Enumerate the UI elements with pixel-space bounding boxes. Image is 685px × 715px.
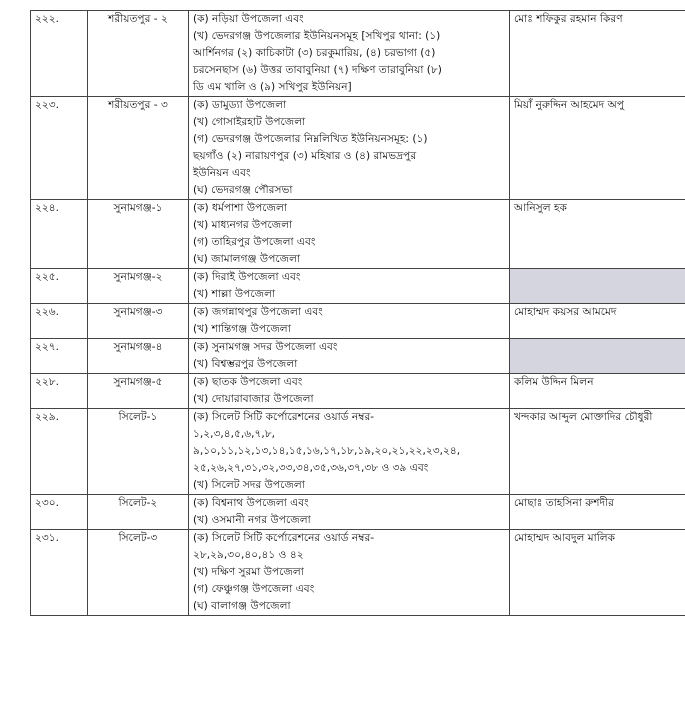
table-row xyxy=(31,530,685,616)
candidate-name: মোছাঃ তাহসিনা রুশদীর xyxy=(510,495,685,530)
constituency-area xyxy=(189,530,510,616)
area-line: ছয়গাঁও (২) নারায়ণপুর (৩) মহিষার ও (৪) রামভদ্রপুর xyxy=(193,150,417,162)
constituency-name: সিলেট-২ xyxy=(88,495,189,530)
area-line: ২৫,২৬,২৭,৩১,৩২,৩৩,৩৪,৩৫,৩৬,৩৭,৩৮ ও ৩৯ এবং xyxy=(193,462,429,474)
constituency-area xyxy=(189,409,510,495)
serial-number: ২২৩. xyxy=(31,97,88,200)
area-line: (ঘ) জামালগঞ্জ উপজেলা xyxy=(193,253,301,265)
area-line: (খ) গোসাইরহাট উপজেলা xyxy=(193,116,306,128)
candidate-name: খন্দকার আব্দুল মোক্তাদির চৌধুরী xyxy=(510,409,685,495)
area-line: (ক) ডামুড্যা উপজেলা xyxy=(193,99,287,111)
constituency-name: সুনামগঞ্জ-১ xyxy=(88,200,189,269)
area-line: (খ) বিশ্বম্ভরপুর উপজেলা xyxy=(193,358,298,370)
area-line: (গ) ভেদরগঞ্জ উপজেলার নিম্নলিখিত ইউনিয়নসমূহ: (১) xyxy=(193,133,428,145)
serial-number: ২২৬. xyxy=(31,304,88,339)
area-line: (ক) সিলেট সিটি কর্পোরেশনের ওয়ার্ড নম্বর- xyxy=(193,532,375,544)
area-line: (খ) শান্তিগঞ্জ উপজেলা xyxy=(193,323,291,335)
serial-number: ২২৫. xyxy=(31,269,88,304)
constituency-area xyxy=(189,200,510,269)
constituency-name: সুনামগঞ্জ-৩ xyxy=(88,304,189,339)
constituency-name: সুনামগঞ্জ-৪ xyxy=(88,339,189,374)
serial-number: ২৩০. xyxy=(31,495,88,530)
area-line: ৯,১০,১১,১২,১৩,১৪,১৫,১৬,১৭,১৮,১৯,২০,২১,২২,২৩,২৪, xyxy=(193,445,461,457)
constituency-name: সুনামগঞ্জ-৫ xyxy=(88,374,189,409)
table-row xyxy=(31,495,685,530)
area-line: (খ) দক্ষিণ সুরমা উপজেলা xyxy=(193,566,304,578)
candidate-name xyxy=(510,339,685,374)
area-line: (ক) সিলেট সিটি কর্পোরেশনের ওয়ার্ড নম্বর- xyxy=(193,411,375,423)
area-line: আর্শিনগর (২) কাচিকাটা (৩) চরকুমারিয়, (৪) চরভাগা (৫) xyxy=(193,47,436,59)
area-line: (ক) জগন্নাথপুর উপজেলা এবং xyxy=(193,306,323,318)
candidate-name: মিয়াঁ নুরুদ্দিন আহমেদ অপু xyxy=(510,97,685,200)
area-line: (ক) ধর্মপাশা উপজেলা xyxy=(193,202,287,214)
constituency-name: সিলেট-৩ xyxy=(88,530,189,616)
area-line: (খ) ওসমানী নগর উপজেলা xyxy=(193,514,311,526)
area-line: ইউনিয়ন এবং xyxy=(193,167,251,179)
area-line: (ক) বিশ্বনাথ উপজেলা এবং xyxy=(193,497,309,509)
area-line: (গ) তাহিরপুর উপজেলা এবং xyxy=(193,236,316,248)
candidate-name: মোঃ শফিকুর রহমান কিরণ xyxy=(510,11,685,97)
table-row xyxy=(31,409,685,495)
area-line: ১,২,৩,৪,৫,৬,৭,৮, xyxy=(193,428,275,440)
constituency-name: সিলেট-১ xyxy=(88,409,189,495)
candidate-name: আনিসুল হক xyxy=(510,200,685,269)
constituency-name: সুনামগঞ্জ-২ xyxy=(88,269,189,304)
serial-number: ২২৯. xyxy=(31,409,88,495)
area-line: (ঘ) ভেদরগঞ্জ পৌরসভা xyxy=(193,184,293,196)
area-line: (খ) মাধ্যনগর উপজেলা xyxy=(193,219,293,231)
serial-number: ২২২. xyxy=(31,11,88,97)
area-line: (ক) নড়িয়া উপজেলা এবং xyxy=(193,13,304,25)
table-row xyxy=(31,269,685,304)
serial-number: ২২৭. xyxy=(31,339,88,374)
table-row xyxy=(31,200,685,269)
area-line: (ক) ছাতক উপজেলা এবং xyxy=(193,376,303,388)
area-line: (খ) সিলেট সদর উপজেলা xyxy=(193,479,305,491)
candidate-name xyxy=(510,269,685,304)
serial-number: ২২৮. xyxy=(31,374,88,409)
constituency-area xyxy=(189,269,510,304)
constituency-area xyxy=(189,374,510,409)
constituency-name: শরীয়তপুর - ৩ xyxy=(88,97,189,200)
serial-number: ২২৪. xyxy=(31,200,88,269)
area-line: (খ) ভেদরগঞ্জ উপজেলার ইউনিয়নসমূহ [সখিপুর থানা: (১) xyxy=(193,30,441,42)
table-row xyxy=(31,304,685,339)
table-row xyxy=(31,339,685,374)
candidate-name: মোহাম্মদ কয়সর আমমেদ xyxy=(510,304,685,339)
area-line: (ক) সুনামগঞ্জ সদর উপজেলা এবং xyxy=(193,341,338,353)
area-line: ২৮,২৯,৩০,৪০,৪১ ও ৪২ xyxy=(193,549,304,561)
constituency-area xyxy=(189,97,510,200)
constituency-area xyxy=(189,339,510,374)
serial-number: ২৩১. xyxy=(31,530,88,616)
area-line: (ক) দিরাই উপজেলা এবং xyxy=(193,271,301,283)
candidate-name: কলিম উদ্দিন মিলন xyxy=(510,374,685,409)
candidate-name: মোহাম্মদ আবদুল মালিক xyxy=(510,530,685,616)
area-line: ডি এম খালি ও (৯) সখিপুর ইউনিয়ন] xyxy=(193,81,352,93)
table-row xyxy=(31,374,685,409)
table-row xyxy=(31,11,685,97)
constituency-area xyxy=(189,495,510,530)
constituency-area xyxy=(189,11,510,97)
area-line: চরসেনছাস (৬) উত্তর তাবাবুনিয়া (৭) দক্ষিণ তারাবুনিয়া (৮) xyxy=(193,64,442,76)
table-body xyxy=(31,11,685,616)
area-line: (খ) দোয়ারাবাজার উপজেলা xyxy=(193,393,314,405)
area-line: (খ) শাল্লা উপজেলা xyxy=(193,288,276,300)
constituency-area xyxy=(189,304,510,339)
constituency-name: শরীয়তপুর - ২ xyxy=(88,11,189,97)
constituency-table xyxy=(30,10,685,616)
area-line: (গ) ফেঞ্চুগঞ্জ উপজেলা এবং xyxy=(193,583,315,595)
area-line: (ঘ) বালাগঞ্জ উপজেলা xyxy=(193,600,291,612)
table-row xyxy=(31,97,685,200)
